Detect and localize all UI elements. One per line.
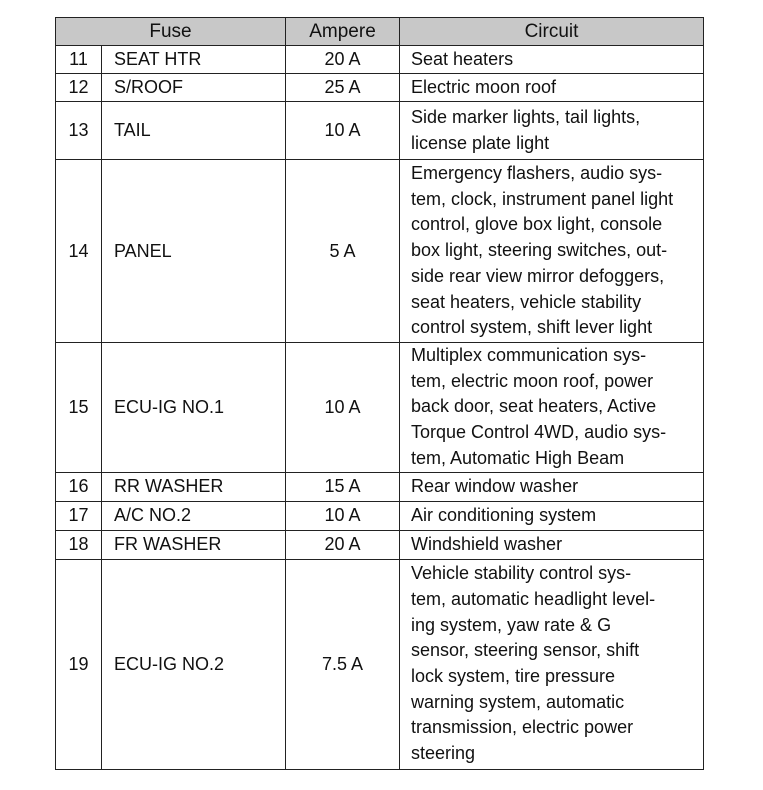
circuit-line: back door, seat heaters, Active — [411, 396, 657, 417]
table-row — [56, 559, 704, 769]
table-row — [56, 343, 704, 473]
fuse-name: A/C NO.2 — [102, 501, 286, 530]
fuse-circuit — [400, 102, 704, 160]
fuse-number: 13 — [56, 102, 102, 160]
fuse-ampere: 25 A — [286, 74, 400, 102]
fuse-number: 17 — [56, 501, 102, 530]
circuit-line: steering — [411, 743, 476, 764]
fuse-number: 11 — [56, 46, 102, 74]
fuse-name: ECU-IG NO.1 — [102, 343, 286, 473]
circuit-line: control system, shift lever light — [411, 317, 653, 338]
circuit-line: tem, automatic headlight level- — [411, 588, 656, 609]
circuit-line: Side marker lights, tail lights, — [411, 106, 641, 127]
fuse-number: 12 — [56, 74, 102, 102]
circuit-line: side rear view mirror defoggers, — [411, 265, 665, 286]
circuit-line: Electric moon roof — [411, 76, 557, 97]
fuse-circuit — [400, 74, 704, 102]
fuse-circuit — [400, 343, 704, 473]
circuit-line: Vehicle stability control sys- — [411, 563, 632, 584]
fuse-name: SEAT HTR — [102, 46, 286, 74]
fuse-ampere: 15 A — [286, 472, 400, 501]
fuse-ampere: 5 A — [286, 160, 400, 343]
fuse-name: TAIL — [102, 102, 286, 160]
fuse-circuit — [400, 501, 704, 530]
header-fuse: Fuse — [56, 18, 286, 46]
circuit-line: license plate light — [411, 132, 550, 153]
fuse-ampere: 20 A — [286, 46, 400, 74]
table-row — [56, 46, 704, 74]
fuse-circuit — [400, 530, 704, 559]
circuit-line: Emergency flashers, audio sys- — [411, 163, 663, 184]
circuit-line: sensor, steering sensor, shift — [411, 640, 640, 661]
fuse-table — [55, 17, 704, 770]
circuit-line: tem, Automatic High Beam — [411, 447, 625, 468]
circuit-line: Rear window washer — [411, 475, 579, 496]
circuit-line: tem, electric moon roof, power — [411, 370, 654, 391]
fuse-number: 15 — [56, 343, 102, 473]
fuse-name: PANEL — [102, 160, 286, 343]
fuse-ampere: 10 A — [286, 102, 400, 160]
fuse-circuit — [400, 160, 704, 343]
fuse-circuit — [400, 559, 704, 769]
circuit-line: ing system, yaw rate & G — [411, 614, 612, 635]
table-row — [56, 501, 704, 530]
circuit-line: tem, clock, instrument panel light — [411, 188, 674, 209]
header-ampere: Ampere — [286, 18, 400, 46]
table-row — [56, 160, 704, 343]
table-row — [56, 530, 704, 559]
fuse-circuit — [400, 46, 704, 74]
circuit-line: Air conditioning system — [411, 504, 597, 525]
fuse-ampere: 7.5 A — [286, 559, 400, 769]
fuse-name: RR WASHER — [102, 472, 286, 501]
header-row — [56, 18, 704, 46]
circuit-line: Torque Control 4WD, audio sys- — [411, 422, 667, 443]
fuse-number: 16 — [56, 472, 102, 501]
table-row — [56, 74, 704, 102]
header-circuit: Circuit — [400, 18, 704, 46]
circuit-line: control, glove box light, console — [411, 214, 663, 235]
fuse-name: S/ROOF — [102, 74, 286, 102]
fuse-ampere: 20 A — [286, 530, 400, 559]
table-row — [56, 102, 704, 160]
fuse-number: 19 — [56, 559, 102, 769]
circuit-line: box light, steering switches, out- — [411, 240, 668, 261]
circuit-line: transmission, electric power — [411, 717, 634, 738]
circuit-line: lock system, tire pressure — [411, 666, 616, 687]
circuit-line: Windshield washer — [411, 533, 563, 554]
fuse-name: ECU-IG NO.2 — [102, 559, 286, 769]
fuse-number: 18 — [56, 530, 102, 559]
fuse-ampere: 10 A — [286, 501, 400, 530]
table-row — [56, 472, 704, 501]
circuit-line: seat heaters, vehicle stability — [411, 291, 642, 312]
fuse-name: FR WASHER — [102, 530, 286, 559]
fuse-number: 14 — [56, 160, 102, 343]
circuit-line: Seat heaters — [411, 48, 514, 69]
fuse-circuit — [400, 472, 704, 501]
fuse-ampere: 10 A — [286, 343, 400, 473]
circuit-line: warning system, automatic — [411, 691, 625, 712]
circuit-line: Multiplex communication sys- — [411, 345, 647, 365]
